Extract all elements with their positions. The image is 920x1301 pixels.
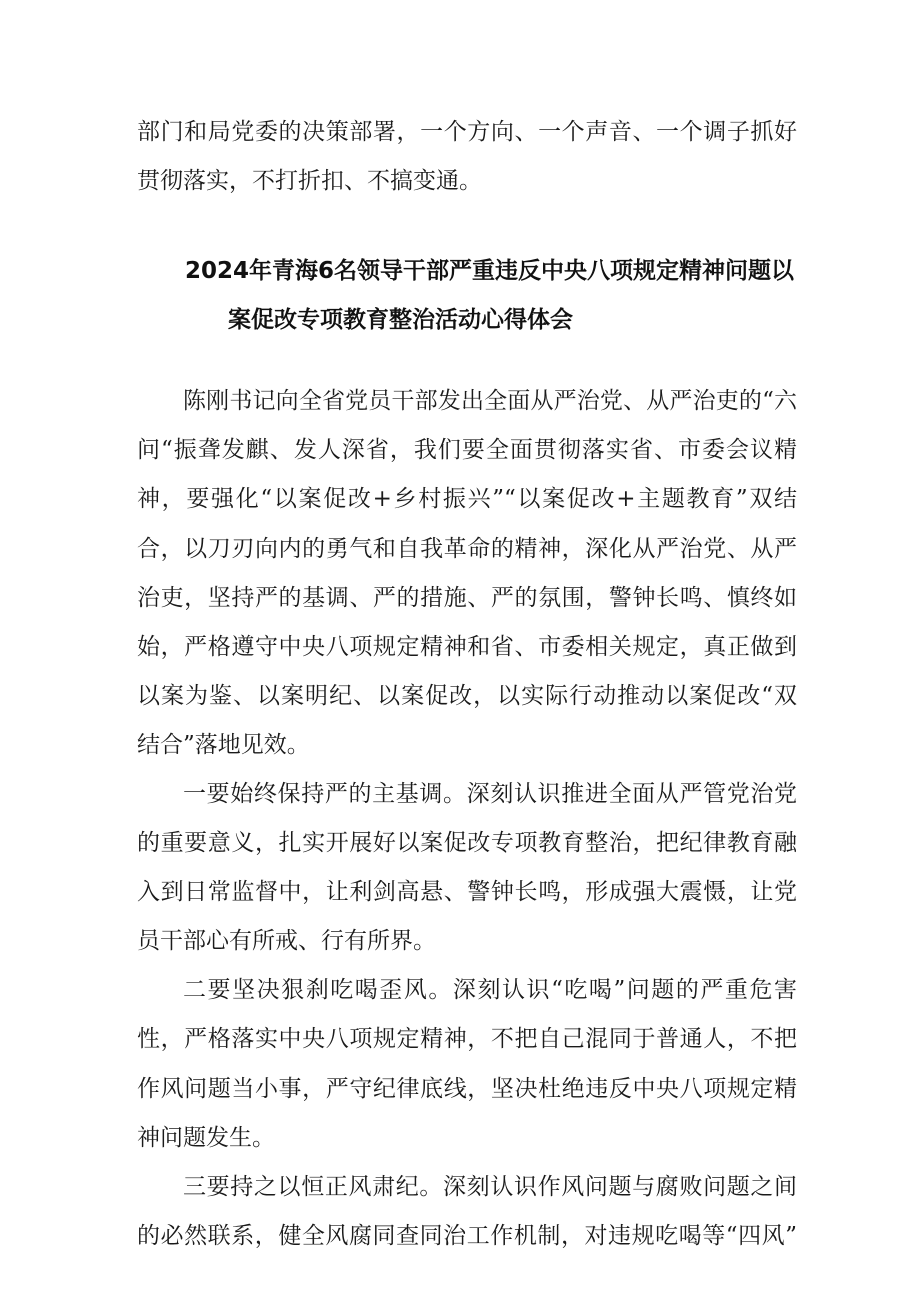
paragraph-line: 入到日常监督中，让利剑高悬、警钟长鸣，形成强大震慑，让党	[137, 879, 797, 905]
paragraph-line: 始，严格遵守中央八项规定精神和省、市委相关规定，真正做到	[137, 634, 797, 660]
paragraph-line: 合，以刀刃向内的勇气和自我革命的精神，深化从严治党、从严	[137, 536, 797, 562]
paragraph-line: 结合”落地见效。	[137, 732, 310, 758]
paragraph-line: 员干部心有所戒、行有所界。	[137, 928, 436, 954]
intro-line: 部门和局党委的决策部署，一个方向、一个声音、一个调子抓好	[137, 119, 797, 145]
intro-line: 贯彻落实，不打折扣、不搞变通。	[137, 168, 482, 194]
paragraph-line: 神问题发生。	[137, 1125, 275, 1151]
document-title-line-1: 2024年青海6名领导干部严重违反中央八项规定精神问题以	[185, 258, 795, 284]
paragraph-line: 二要坚决狠刹吃喝歪风。深刻认识“吃喝”问题的严重危害	[183, 977, 797, 1003]
document-title-line-2: 案促改专项教育整治活动心得体会	[228, 307, 573, 333]
paragraph-line: 的必然联系，健全风腐同查同治工作机制，对违规吃喝等“四风”	[137, 1223, 797, 1249]
paragraph-line: 的重要意义，扎实开展好以案促改专项教育整治，把纪律教育融	[137, 830, 797, 856]
paragraph-line: 治吏，坚持严的基调、严的措施、严的氛围，警钟长鸣、慎终如	[137, 585, 797, 611]
paragraph-line: 性，严格落实中央八项规定精神，不把自己混同于普通人，不把	[137, 1026, 797, 1052]
paragraph-line: 陈刚书记向全省党员干部发出全面从严治党、从严治吏的“六	[183, 388, 797, 414]
paragraph-line: 三要持之以恒正风肃纪。深刻认识作风问题与腐败问题之间	[183, 1174, 797, 1200]
paragraph-line: 以案为鉴、以案明纪、以案促改，以实际行动推动以案促改“双	[137, 683, 797, 709]
paragraph-line: 一要始终保持严的主基调。深刻认识推进全面从严管党治党	[183, 781, 797, 807]
paragraph-line: 作风问题当小事，严守纪律底线，坚决杜绝违反中央八项规定精	[137, 1076, 797, 1102]
paragraph-line: 神，要强化“以案促改+乡村振兴”“以案促改+主题教育”双结	[137, 486, 797, 512]
paragraph-line: 问“振聋发麒、发人深省，我们要全面贯彻落实省、市委会议精	[137, 437, 797, 463]
